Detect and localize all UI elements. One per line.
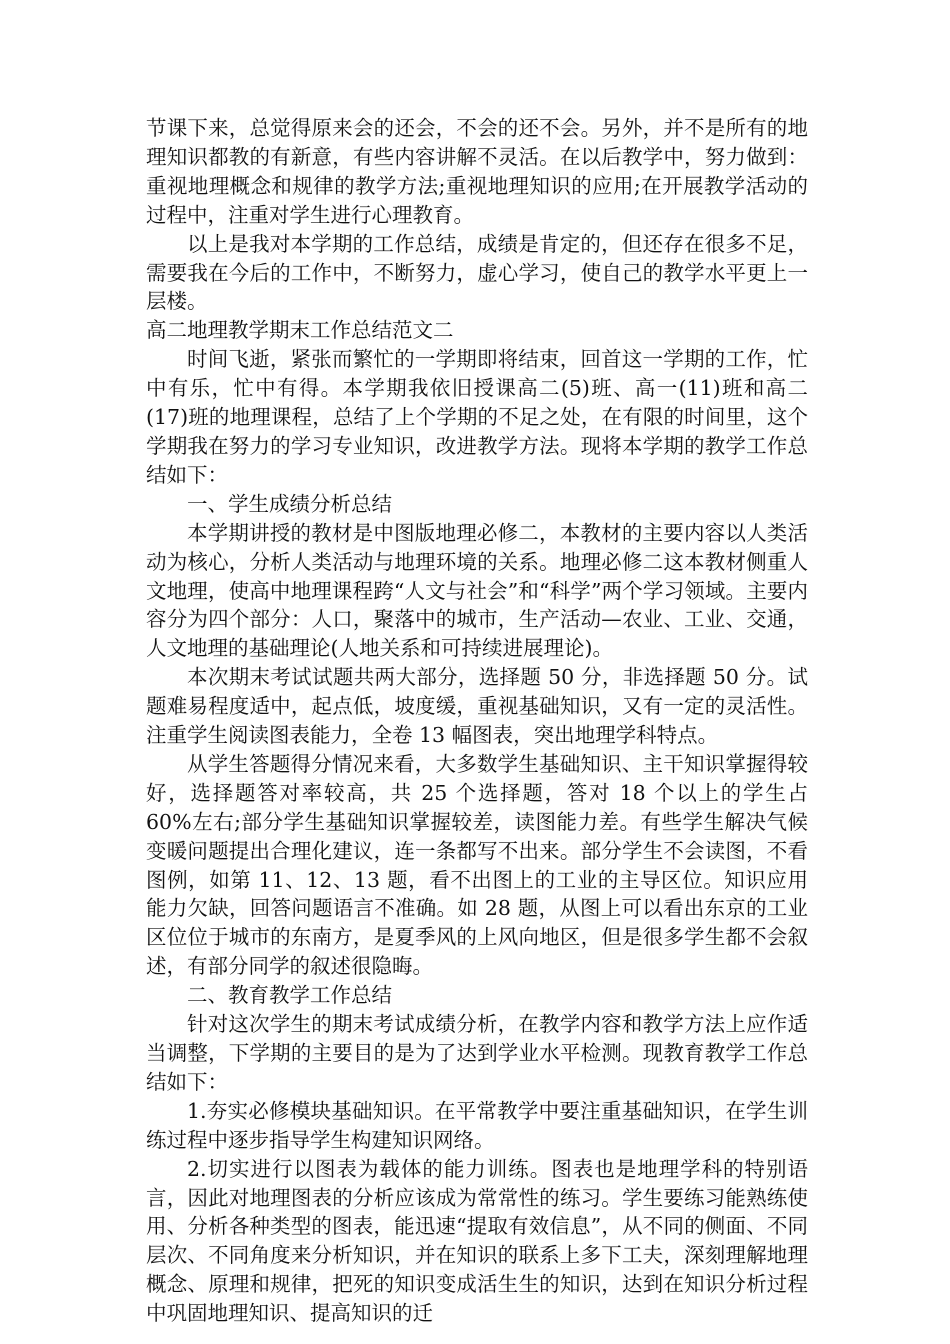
document-body bbox=[146, 114, 808, 1328]
paragraph-6: 从学生答题得分情况来看，大多数学生基础知识、主干知识掌握得较好，选择题答对率较高，共 25 个选择题，答对 18 个以上的学生占 60%左右;部分学生基础知识掌握较差，读图能力差。有些学生解决气候变暖问题提出合理化建议，连一条都写不出来。部分学生不会读图，不看图例，如第 11、12、13 题，看不出图上的工业的主导区位。知识应用能力欠缺，回答问题语言不准确。如 28 题，从图上可以看出东京的工业区位位于城市的东南方，是夏季风的上风向地区，但是很多学生都不会叙述，有部分同学的叙述很隐晦。 bbox=[146, 751, 808, 979]
list-item-2: 2.切实进行以图表为载体的能力训练。图表也是地理学科的特别语言，因此对地理图表的分析应该成为常常性的练习。学生要练习能熟练使用、分析各种类型的图表，能迅速“提取有效信息”，从不同的侧面、不同层次、不同角度来分析知识，并在知识的联系上多下工夫，深刻理解地理概念、原理和规律，把死的知识变成活生生的知识，达到在知识分析过程中巩固地理知识、提高知识的迁 bbox=[146, 1156, 808, 1326]
paragraph-3: 时间飞逝，紧张而繁忙的一学期即将结束，回首这一学期的工作，忙中有乐，忙中有得。本学期我依旧授课高二(5)班、高一(11)班和高二(17)班的地理课程，总结了上个学期的不足之处，在有限的时间里，这个学期我在努力的学习专业知识，改进教学方法。现将本学期的教学工作总结如下： bbox=[146, 347, 808, 487]
section-title: 高二地理教学期末工作总结范文二 bbox=[146, 318, 454, 343]
paragraph-5: 本次期末考试试题共两大部分，选择题 50 分，非选择题 50 分。试题难易程度适中，起点低，坡度缓，重视基础知识，又有一定的灵活性。注重学生阅读图表能力，全卷 13 幅图表，突出地理学科特点。 bbox=[146, 665, 808, 748]
heading-1: 一、学生成绩分析总结 bbox=[187, 491, 392, 516]
paragraph-2: 以上是我对本学期的工作总结，成绩是肯定的，但还存在很多不足，需要我在今后的工作中，不断努力，虚心学习，使自己的教学水平更上一层楼。 bbox=[146, 231, 808, 314]
list-item-1: 1.夯实必修模块基础知识。在平常教学中要注重基础知识，在学生训练过程中逐步指导学生构建知识网络。 bbox=[146, 1098, 808, 1152]
paragraph-1: 节课下来，总觉得原来会的还会，不会的还不会。另外，并不是所有的地理知识都教的有新意，有些内容讲解不灵活。在以后教学中，努力做到：重视地理概念和规律的教学方法;重视地理知识的应用;在开展教学活动的过程中，注重对学生进行心理教育。 bbox=[146, 116, 808, 227]
paragraph-4: 本学期讲授的教材是中图版地理必修二，本教材的主要内容以人类活动为核心，分析人类活动与地理环境的关系。地理必修二这本教材侧重人文地理，使高中地理课程跨“人文与社会”和“科学”两个学习领域。主要内容分为四个部分：人口，聚落中的城市，生产活动—农业、工业、交通，人文地理的基础理论(人地关系和可持续进展理论)。 bbox=[146, 520, 808, 661]
heading-2: 二、教育教学工作总结 bbox=[187, 983, 392, 1008]
paragraph-7: 针对这次学生的期末考试成绩分析，在教学内容和教学方法上应作适当调整，下学期的主要目的是为了达到学业水平检测。现教育教学工作总结如下： bbox=[146, 1012, 808, 1094]
